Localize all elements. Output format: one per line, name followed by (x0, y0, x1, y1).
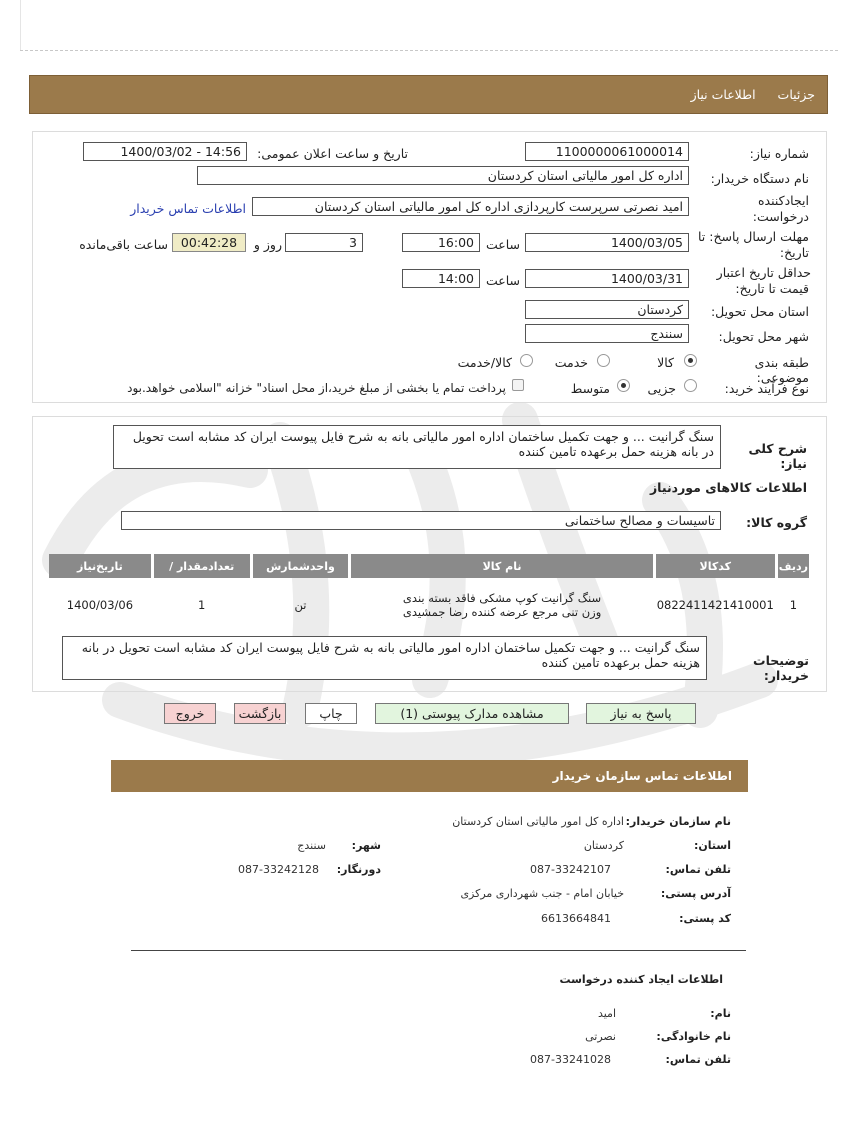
radio-partial-label: جزیی (647, 381, 676, 396)
tab-details[interactable]: جزئیات (777, 87, 815, 102)
radio-goods-service[interactable] (520, 354, 533, 367)
reply-button[interactable]: پاسخ به نیاز (586, 703, 696, 724)
contact-separator (131, 950, 746, 951)
city-field: سنندج (525, 324, 689, 343)
contact-city-label: شهر: (351, 839, 381, 852)
deadline-time-field: 16:00 (402, 233, 480, 252)
buyer-contact-link[interactable]: اطلاعات تماس خریدار (130, 201, 246, 216)
process-label: نوع فرآیند خرید: (724, 381, 809, 396)
validity-label-1: حداقل تاریخ اعتبار (716, 265, 811, 280)
goods-section-title: اطلاعات کالاهای موردنیاز (649, 480, 807, 495)
left-border (20, 0, 21, 50)
cell-index: 1 (789, 598, 798, 612)
tab-need-info[interactable]: اطلاعات نیاز (690, 87, 756, 102)
creator-phone-label: تلفن تماس: (665, 1053, 731, 1066)
creator-info-title: اطلاعات ایجاد کننده درخواست (559, 973, 723, 986)
top-divider (20, 50, 838, 51)
print-button[interactable]: چاپ (305, 703, 357, 724)
contact-postal: 6613664841 (541, 912, 611, 925)
cell-name-text: سنگ گرانیت کوپ مشکی فاقد بسته بندی وزن تنی مرجع عرضه کننده رضا جمشیدی (402, 591, 602, 619)
col-date: تاریخ‌نیاز (49, 554, 151, 578)
col-name: نام کالا (351, 554, 652, 578)
radio-medium-label: متوسط (570, 381, 610, 396)
creator-label-1: ایجادکننده (757, 193, 809, 208)
creator-field: امید نصرتی سرپرست کارپردازی اداره کل امور مالیاتی استان کردستان (252, 197, 689, 216)
creator-name-label: نام: (710, 1007, 731, 1020)
validity-label-2: قیمت تا تاریخ: (735, 281, 809, 296)
creator-phone: 087-33241028 (530, 1053, 611, 1066)
contact-address: خیابان امام - جنب شهرداری مرکزی (460, 887, 624, 900)
goods-table-header (49, 554, 809, 578)
days-field: 3 (285, 233, 363, 252)
contact-title: اطلاعات تماس سازمان خریدار (111, 760, 748, 792)
contact-fax: 087-33242128 (238, 863, 319, 876)
contact-phone: 087-33242107 (530, 863, 611, 876)
goods-group-label: گروه کالا: (746, 515, 807, 530)
cell-date: 1400/03/06 (66, 598, 134, 612)
radio-goods[interactable] (684, 354, 697, 367)
exit-button[interactable]: خروج (164, 703, 216, 724)
back-button[interactable]: بازگشت (234, 703, 286, 724)
creator-label-2: درخواست: (752, 209, 809, 224)
contact-postal-label: کد پستی: (679, 912, 731, 925)
creator-family: نصرتی (585, 1030, 616, 1043)
cell-code: 0822411421410001 (656, 598, 774, 612)
buyer-notes-text: سنگ گرانیت ... و جهت تکمیل ساختمان اداره امور مالیاتی بانه به شرح فایل پیوست ایران کد مشابه است تحویل در بانه هزینه حمل برعهده تامین کننده (62, 636, 707, 680)
city-label: شهر محل تحویل: (718, 329, 809, 344)
payment-note: پرداخت تمام یا بخشی از مبلغ خرید،از محل اسناد" خزانه "اسلامی خواهد.بود (127, 381, 506, 395)
col-index: ردیف (778, 554, 809, 578)
buyer-org-field: اداره کل امور مالیاتی استان کردستان (197, 166, 689, 185)
summary-label: شرح کلی نیاز: (748, 441, 807, 471)
cell-unit: تن (294, 598, 307, 612)
contact-org-label: نام سازمان خریدار: (625, 815, 731, 828)
radio-medium[interactable] (617, 379, 630, 392)
goods-table (46, 551, 812, 632)
contact-org: اداره کل امور مالیاتی استان کردستان (452, 815, 624, 828)
table-row (49, 581, 809, 629)
contact-province-label: استان: (694, 839, 731, 852)
contact-fax-label: دورنگار: (336, 863, 381, 876)
announce-label: تاریخ و ساعت اعلان عمومی: (257, 146, 408, 161)
category-label: طبقه بندی موضوعی: (754, 355, 809, 385)
col-code: کدکالا (656, 554, 775, 578)
radio-service-label: خدمت (554, 355, 588, 370)
need-number-field: 1100000061000014 (525, 142, 689, 161)
deadline-label-2: تاریخ: (779, 245, 809, 260)
contact-city: سنندج (297, 839, 326, 852)
contact-phone-label: تلفن تماس: (665, 863, 731, 876)
view-docs-button[interactable]: مشاهده مدارک پیوستی (1) (375, 703, 569, 724)
treasury-checkbox[interactable] (512, 379, 524, 391)
remaining-time: 00:42:28 (172, 233, 246, 252)
buyer-notes-label: توضیحات خریدار: (753, 653, 809, 683)
remaining-label: ساعت باقی‌مانده (79, 237, 168, 252)
goods-group-field: تاسیسات و مصالح ساختمانی (121, 511, 721, 530)
radio-service[interactable] (597, 354, 610, 367)
creator-family-label: نام خانوادگی: (656, 1030, 731, 1043)
radio-goods-service-label: کالا/خدمت (457, 355, 512, 370)
validity-time-field: 14:00 (402, 269, 480, 288)
col-qty: تعدادمقدار / (154, 554, 250, 578)
header-bar (29, 75, 828, 114)
cell-qty: 1 (198, 598, 206, 612)
contact-address-label: آدرس پستی: (660, 887, 731, 900)
deadline-time-label: ساعت (485, 237, 520, 252)
validity-time-label: ساعت (485, 273, 520, 288)
deadline-date-field: 1400/03/05 (525, 233, 689, 252)
col-unit: واحدشمارش (253, 554, 349, 578)
radio-partial[interactable] (684, 379, 697, 392)
cell-name (351, 581, 652, 629)
creator-name: امید (597, 1007, 616, 1020)
deadline-label-1: مهلت ارسال پاسخ: تا (698, 229, 809, 244)
province-label: استان محل تحویل: (710, 304, 809, 319)
buyer-org-label: نام دستگاه خریدار: (710, 171, 809, 186)
radio-goods-label: کالا (657, 355, 674, 370)
province-field: کردستان (525, 300, 689, 319)
contact-province: کردستان (583, 839, 624, 852)
validity-date-field: 1400/03/31 (525, 269, 689, 288)
summary-text: سنگ گرانیت ... و جهت تکمیل ساختمان اداره امور مالیاتی بانه به شرح فایل پیوست ایران کد مشابه است تحویل در بانه هزینه حمل برعهده تامین کننده (113, 425, 721, 469)
days-label: روز و (253, 237, 282, 252)
need-number-label: شماره نیاز: (749, 146, 809, 161)
announce-field: 1400/03/02 - 14:56 (83, 142, 247, 161)
